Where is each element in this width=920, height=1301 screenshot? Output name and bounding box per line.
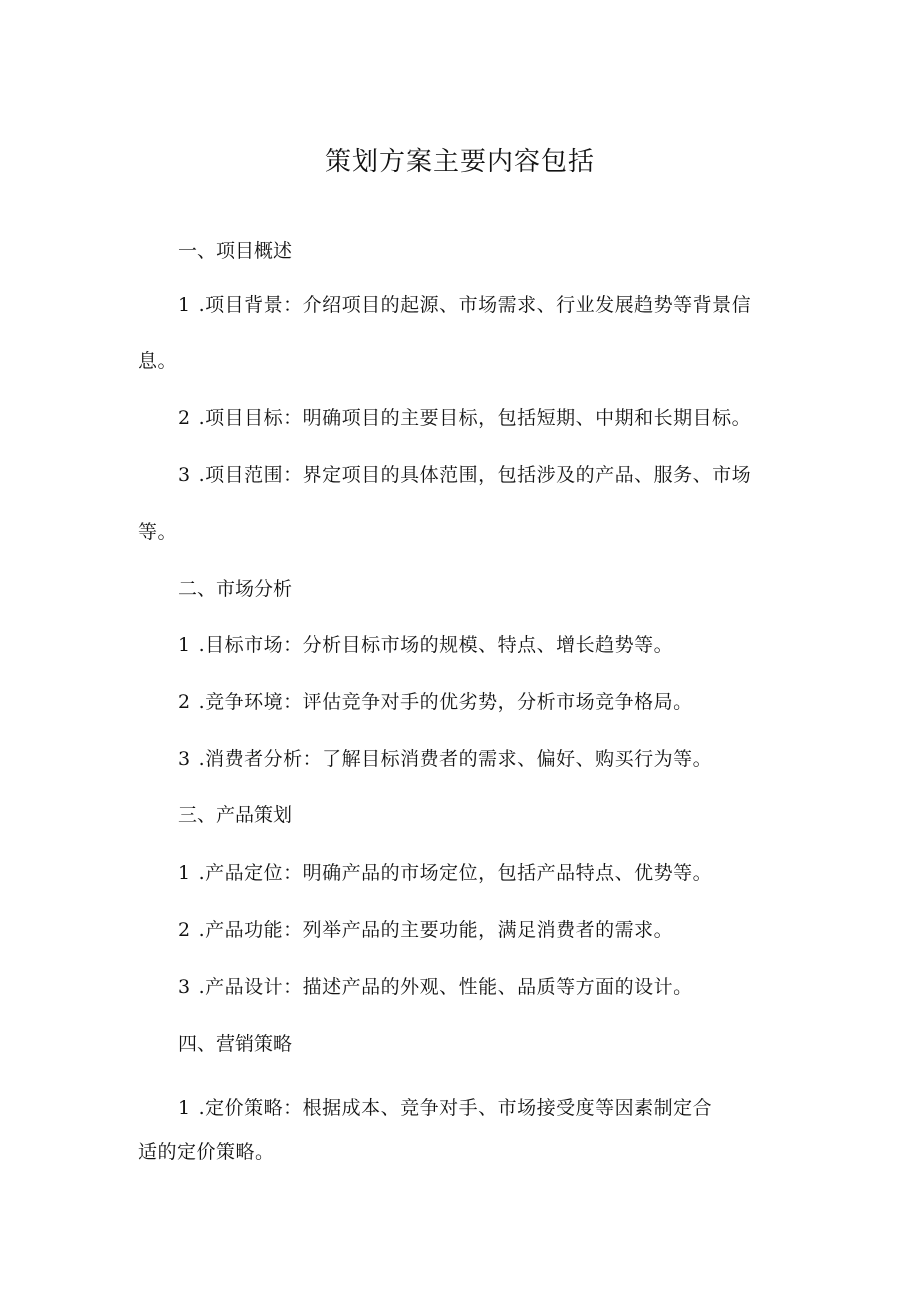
list-item	[178, 460, 751, 490]
item-continuation: 适的定价策略。	[138, 1141, 275, 1163]
item-text: .项目目标：明确项目的主要目标，包括短期、中期和长期目标。	[198, 407, 752, 429]
item-continuation: 息。	[138, 350, 178, 372]
item-number: 2	[178, 691, 191, 713]
item-text: .产品定位：明确产品的市场定位，包括产品特点、优势等。	[198, 862, 713, 884]
list-item	[178, 687, 693, 717]
item-text: .产品设计：描述产品的外观、性能、品质等方面的设计。	[198, 976, 693, 998]
item-number: 3	[178, 464, 191, 486]
item-number: 2	[178, 919, 191, 941]
item-number: 1	[178, 862, 191, 884]
item-number: 1	[178, 634, 191, 656]
item-number: 2	[178, 407, 191, 429]
item-continuation: 等。	[138, 521, 178, 543]
list-item	[178, 630, 673, 660]
section-heading: 一、项目概述	[178, 240, 293, 262]
section-heading: 四、营销策略	[178, 1033, 293, 1055]
item-text: .项目背景：介绍项目的起源、市场需求、行业发展趋势等背景信	[198, 294, 752, 316]
section-heading: 二、市场分析	[178, 578, 293, 600]
list-item	[178, 915, 673, 945]
item-text: .项目范围：界定项目的具体范围，包括涉及的产品、服务、市场	[198, 464, 752, 486]
list-item	[178, 972, 693, 1002]
item-number: 3	[178, 748, 191, 770]
document-title: 策划方案主要内容包括	[324, 147, 595, 177]
item-text: .竞争环境：评估竞争对手的优劣势，分析市场竞争格局。	[198, 691, 693, 713]
item-text: .产品功能：列举产品的主要功能，满足消费者的需求。	[198, 919, 674, 941]
list-item	[178, 403, 751, 433]
item-number: 3	[178, 976, 191, 998]
item-text: .目标市场：分析目标市场的规模、特点、增长趋势等。	[198, 634, 674, 656]
item-number: 1	[178, 294, 191, 316]
list-item	[178, 1093, 712, 1123]
item-text: .消费者分析：了解目标消费者的需求、偏好、购买行为等。	[198, 748, 713, 770]
list-item	[178, 290, 751, 320]
list-item	[178, 858, 712, 888]
list-item	[178, 744, 712, 774]
item-text: .定价策略：根据成本、竞争对手、市场接受度等因素制定合	[198, 1097, 713, 1119]
section-heading: 三、产品策划	[178, 804, 293, 826]
item-number: 1	[178, 1097, 191, 1119]
